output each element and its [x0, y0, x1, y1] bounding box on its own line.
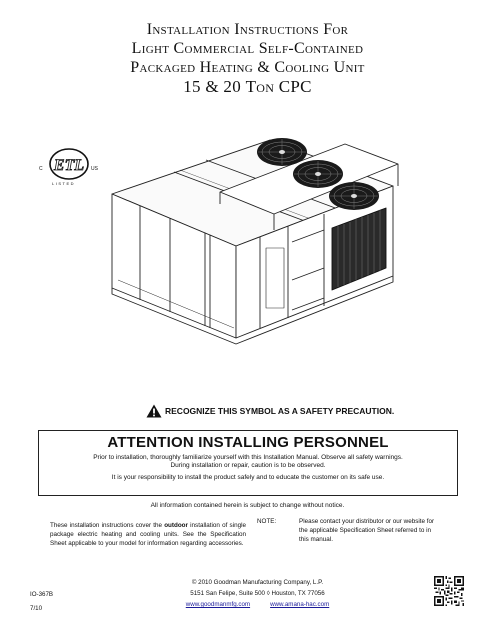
condenser-fan-1-icon: [257, 138, 307, 166]
svg-text:ETL: ETL: [53, 157, 85, 174]
document-title: [0, 20, 495, 96]
attention-paragraph-1: [39, 454, 457, 470]
etl-us-mark: US: [91, 166, 98, 172]
company-footer: [150, 577, 365, 610]
title-line-4: [0, 77, 495, 96]
title-ton: Ton: [245, 77, 275, 96]
etl-circle-icon: [47, 148, 91, 182]
goodman-website-link[interactable]: www.goodmanmfg.com: [185, 601, 251, 608]
footer-links: [150, 599, 365, 610]
document-date: 7/10: [30, 605, 43, 612]
attention-box: [38, 430, 458, 496]
etl-listed-text: LISTED: [52, 181, 76, 186]
condenser-fan-3-icon: [329, 182, 379, 210]
title-line-3: Packaged Heating & Cooling Unit: [130, 59, 365, 76]
attention-heading: ATTENTION INSTALLING PERSONNEL: [107, 434, 389, 451]
scope-text-bold: outdoor: [164, 522, 188, 529]
title-model: CPC: [274, 77, 312, 96]
document-number: IO-367B: [30, 591, 54, 598]
warning-triangle-icon: [146, 404, 162, 418]
title-line-2: Light Commercial Self-Contained: [131, 40, 364, 57]
condenser-fan-2-icon: [293, 160, 343, 188]
safety-symbol-line: [146, 403, 394, 419]
etl-c-mark: C: [39, 166, 43, 172]
copyright-text: © 2010 Goodman Manufacturing Company, L.P.: [191, 579, 324, 586]
amana-website-link[interactable]: www.amana-hac.com: [270, 601, 330, 608]
safety-symbol-text: RECOGNIZE THIS SYMBOL AS A SAFETY PRECAUTION.: [165, 406, 395, 416]
attention-paragraph-1-line-2: During installation or repair, caution is to be observed.: [170, 462, 326, 469]
address-street: 5151 San Felipe, Suite 500: [190, 590, 265, 597]
scope-text-pre: These installation instructions cover the: [50, 522, 165, 529]
attention-paragraph-1-line-1: Prior to installation, thoroughly familiarize yourself with this Installation Manual. Observe all safety warnings.: [93, 454, 403, 461]
qr-code-icon: [434, 576, 464, 606]
note-text: Please contact your distributor or our website for the applicable Specification Sheet referred to in this manual.: [299, 518, 435, 543]
scope-paragraph: [50, 522, 246, 548]
address-city: Houston, TX 77056: [271, 590, 325, 597]
note-paragraph: [257, 518, 442, 544]
packaged-unit-illustration: [110, 130, 400, 350]
attention-paragraph-2: It is your responsibility to install the product safely and to educate the customer on its safe use.: [111, 474, 385, 481]
company-address: [150, 588, 365, 599]
title-capacity: 15 & 20: [183, 77, 246, 96]
title-line-1: Installation Instructions For: [146, 21, 349, 38]
diamond-separator-icon: ◊: [266, 590, 270, 597]
change-notice: All information contained herein is subject to change without notice.: [150, 502, 345, 509]
scope-text-post: installation of single package electric heating and cooling units. See the Specification Sheet applicable to your model for information regarding accessories.: [50, 522, 246, 547]
etl-listed-logo: [38, 148, 100, 198]
note-label: NOTE:: [257, 518, 277, 525]
document-number-block: [30, 588, 53, 616]
